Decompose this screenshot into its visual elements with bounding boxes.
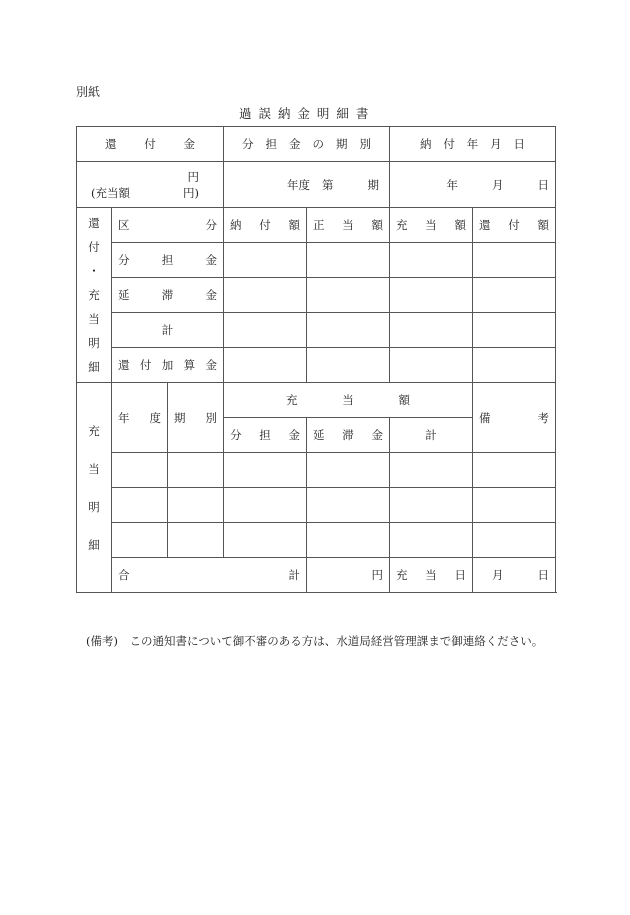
appropriation-section-side-label: 充 当 明 細 [77, 383, 112, 593]
col-header-refund-amount: 還付額 [473, 208, 556, 243]
refund-detail-table [76, 126, 556, 593]
attachment-label: 別紙 [76, 85, 101, 99]
remarks-note: (備考) この通知書について御不審のある方は、水道局経営管理課まで御連絡ください。 [86, 634, 544, 648]
col-header-burden: 分担金 [224, 418, 307, 453]
row-label-refund-addition: 還付加算金 [118, 358, 217, 372]
header-burden-period: 分担金の期別 [224, 127, 390, 162]
applied-date-label: 充当日 [390, 558, 473, 593]
year-label: 年 [446, 177, 458, 192]
installment-no-label: 第 [322, 177, 334, 192]
col-header-correct-amount: 正当額 [307, 208, 390, 243]
col-header-remarks: 備考 [473, 383, 556, 453]
table-row [77, 523, 556, 558]
table-row [77, 348, 556, 383]
refund-section-side-label: 還 付 ・ 充 当 明 細 [77, 208, 112, 383]
row-label-total: 計 [161, 323, 174, 337]
row-label-delinquency: 延滞金 [118, 288, 217, 302]
col-header-category: 区分 [112, 208, 224, 243]
grand-total-value: 円 [307, 558, 390, 593]
table-row [77, 558, 556, 593]
header-payment-date: 納付年月日 [390, 127, 556, 162]
col-header-applied-amount: 充当額 [390, 208, 473, 243]
table-row [77, 278, 556, 313]
table-row [77, 313, 556, 348]
col-header-delinquency: 延滞金 [307, 418, 390, 453]
day-label: 日 [537, 177, 549, 192]
col-header-period: 期別 [168, 383, 224, 453]
grand-total-label: 合計 [112, 558, 307, 593]
col-header-total: 計 [390, 418, 473, 453]
installment-label: 期 [367, 177, 379, 192]
payment-date-value [390, 162, 556, 208]
table-row [77, 488, 556, 523]
applied-date-value: 月 日 [473, 558, 556, 593]
yen-label: 円 [187, 169, 199, 184]
col-header-fiscal-year: 年度 [112, 383, 168, 453]
refund-amount-value [77, 162, 224, 208]
applied-amount-label: (充当額 [91, 185, 130, 200]
col-header-paid-amount: 納付額 [224, 208, 307, 243]
col-header-applied-amount-group: 充当額 [224, 383, 473, 418]
row-label-burden: 分担金 [118, 253, 217, 267]
fiscal-year-label: 年度 [287, 177, 310, 192]
burden-period-value [224, 162, 390, 208]
table-row [77, 453, 556, 488]
month-label: 月 [492, 177, 504, 192]
table-row [77, 243, 556, 278]
page-title: 過 誤 納 金 明 細 書 [239, 106, 370, 121]
header-refund-amount: 還付金 [77, 127, 224, 162]
yen-close-label: 円) [183, 185, 199, 200]
